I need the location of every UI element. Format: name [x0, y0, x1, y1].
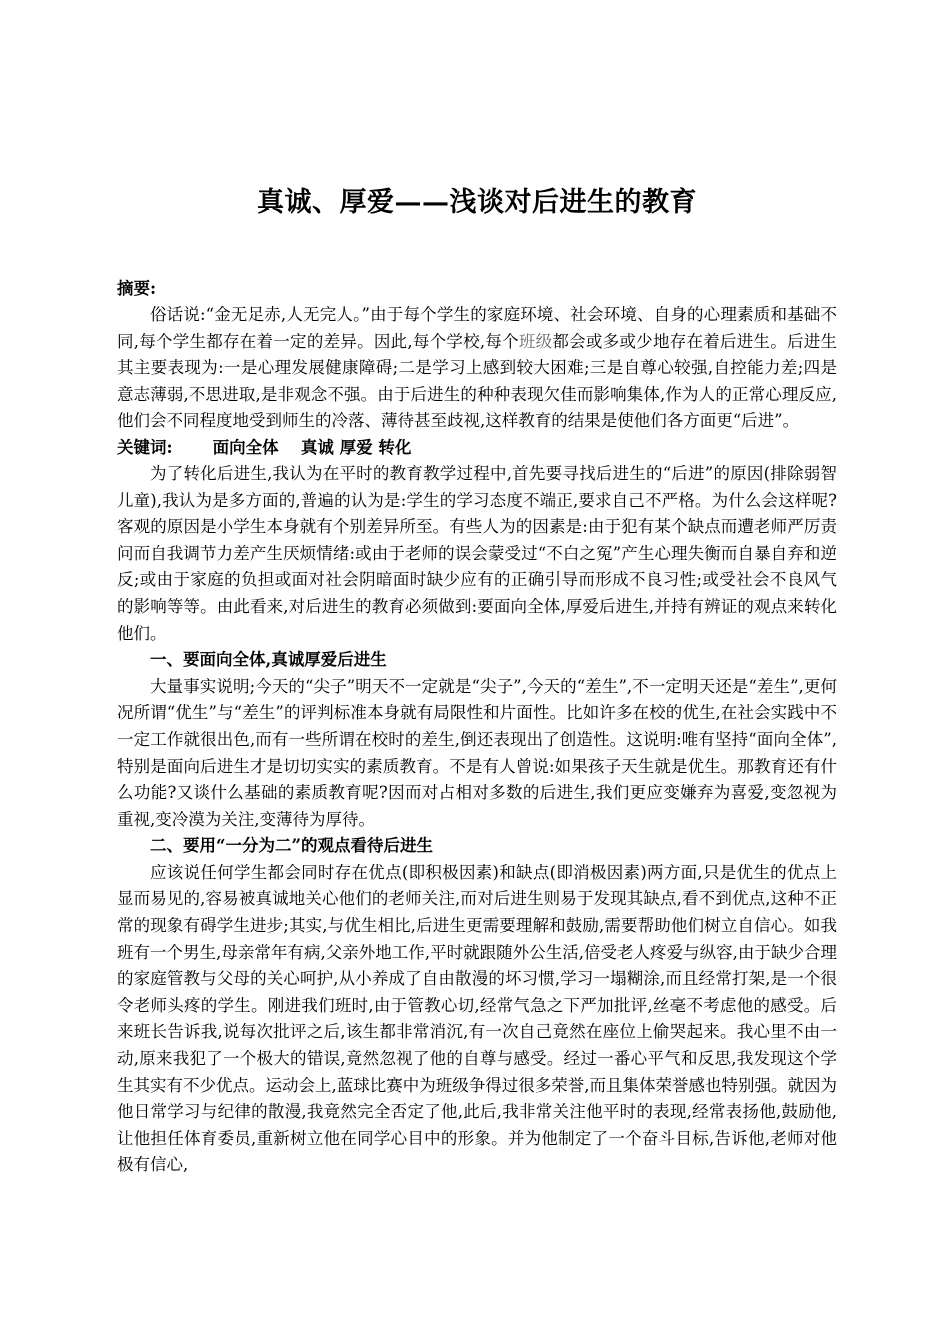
- abstract-label: 摘要:: [117, 279, 157, 298]
- section-2-paragraph: 应该说任何学生都会同时存在优点(即积极因素)和缺点(即消极因素)两方面,只是优生的优点上显而易见的,容易被真诚地关心他们的老师关注,而对后进生则易于发现其缺点,看不到优点,这种不正常的现象有碍学生进步;其实,与优生相比,后进生更需要理解和鼓励,需要帮助他们树立自信心。如我班有一个男生,母亲常年有病,父亲外地工作,平时就跟随外公生活,倍受老人疼爱与纵容,由于缺少合理的家庭管教与父母的关心呵护,从小养成了自由散漫的坏习惯,学习一塌糊涂,而且经常打架,是一个很令老师头疼的学生。刚进我们班时,由于管教心切,经常气急之下严加批评,丝毫不考虑他的感受。后来班长告诉我,说每次批评之后,该生都非常消沉,有一次自己竟然在座位上偷哭起来。我心里不由一动,原来我犯了一个极大的错误,竟然忽视了他的自尊与感受。经过一番心平气和反思,我发现这个学生其实有不少优点。运动会上,蓝球比赛中为班级争得过很多荣誉,而且集体荣誉感也特别强。就因为他日常学习与纪律的散漫,我竟然完全否定了他,此后,我非常关注他平时的表现,经常表扬他,鼓励他,让他担任体育委员,重新树立他在同学心目中的形象。并为他制定了一个奋斗目标,告诉他,老师对他极有信心,: [117, 862, 837, 1175]
- abstract-text-after: 都会或多或少地存在着后进生。后进生其主要表现为:一是心理发展健康障碍;二是学习上感到较大困难;三是自尊心较强,自控能力差;四是意志薄弱,不思进取,是非观念不强。由于后进生的种种表现欠佳而影响集体,作为人的正常心理反应,他们会不同程度地受到师生的冷落、薄待甚至歧视,这样教育的结果是使他们各方面更“后进”。: [117, 331, 837, 431]
- section-1-heading: 一、要面向全体,真诚厚爱后进生: [150, 650, 387, 670]
- keywords-label: 关键词:: [117, 437, 173, 457]
- keywords-values: 面向全体 真诚 厚爱 转化: [212, 437, 412, 457]
- abstract-paragraph: [117, 302, 837, 435]
- section-2-heading: 二、要用“一分为二”的观点看待后进生: [150, 836, 433, 856]
- keywords-line: [117, 435, 837, 461]
- section-1-paragraph: 大量事实说明;今天的“尖子”明天不一定就是“尖子”,今天的“差生”,不一定明天还是“差生”,更何况所谓“优生”与“差生”的评判标准本身就有局限性和片面性。比如许多在校的优生,在社会实践中不一定工作就很出色,而有一些所谓在校时的差生,倒还表现出了创造性。这说明:唯有坚持“面向全体”,特别是面向后进生才是切切实实的素质教育。不是有人曾说:如果孩子天生就是优生。那教育还有什么功能?又谈什么基础的素质教育呢?因而对占相对多数的后进生,我们更应变嫌弃为喜爱,变忽视为重视,变冷漠为关注,变薄待为厚待。: [117, 676, 837, 829]
- abstract-text-before: 俗话说:“金无足赤,人无完人。”由于每个学生的家庭环境、社会环境、自身的心理素质和基础不同,每个学生都存在着一定的差异。因此,每个学校,每个: [117, 305, 837, 351]
- intro-paragraph: 为了转化后进生,我认为在平时的教育教学过程中,首先要寻找后进生的“后进”的原因(排除弱智儿童),我认为是多方面的,普遍的认为是:学生的学习态度不端正,要求自己不严格。为什么会这样呢?客观的原因是小学生本身就有个别差异所至。有些人为的因素是:由于犯有某个缺点而遭老师严厉责问而自我调节力差产生厌烦情绪:或由于老师的误会蒙受过“不白之冤”产生心理失衡而自暴自弃和逆反;或由于家庭的负担或面对社会阴暗面时缺少应有的正确引导而形成不良习性;或受社会不良风气的影响等等。由此看来,对后进生的教育必须做到:要面向全体,厚爱后进生,并持有辨证的观点来转化他们。: [117, 463, 837, 643]
- abstract-highlight: 班级: [518, 331, 553, 351]
- document-body: [117, 276, 837, 1179]
- document-title: 真诚、厚爱——浅谈对后进生的教育: [257, 187, 697, 218]
